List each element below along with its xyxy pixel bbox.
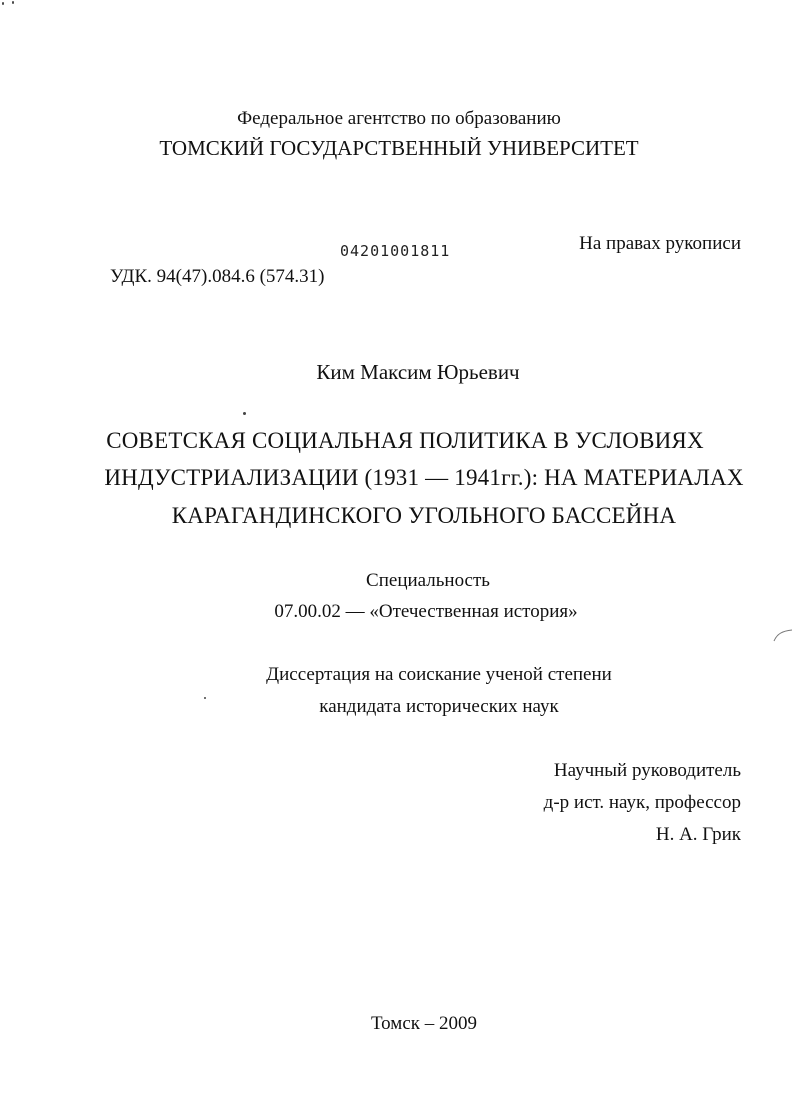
title-line-3: КАРАГАНДИНСКОГО УГОЛЬНОГО БАССЕЙНА [171, 503, 677, 528]
scan-mark [772, 624, 794, 644]
manuscript-note: На правах рукописи [579, 233, 741, 254]
university-line: ТОМСКИЙ ГОСУДАРСТВЕННЫЙ УНИВЕРСИТЕТ [159, 136, 639, 160]
scan-speck [2, 2, 4, 5]
scan-speck [204, 697, 206, 699]
agency-line: Федеральное агентство по образованию [237, 108, 561, 129]
title-line-1: СОВЕТСКАЯ СОЦИАЛЬНАЯ ПОЛИТИКА В УСЛОВИЯХ [106, 428, 704, 453]
place-year: Томск – 2009 [370, 1013, 477, 1034]
barcode-number: 04201001811 [340, 242, 451, 260]
supervisor-credentials: д-р ист. наук, профессор [543, 792, 741, 813]
udk-code: УДК. 94(47).084.6 (574.31) [110, 266, 325, 287]
title-line-2: ИНДУСТРИАЛИЗАЦИИ (1931 — 1941гг.): НА МАТЕРИАЛАХ [104, 465, 744, 490]
specialty-code: 07.00.02 — «Отечественная история» [274, 601, 578, 622]
scan-speck [243, 412, 246, 415]
supervisor-role: Научный руководитель [553, 760, 741, 781]
author-name: Ким Максим Юрьевич [316, 360, 520, 384]
degree-line-1: Диссертация на соискание ученой степени [266, 664, 612, 685]
degree-line-2: кандидата исторических наук [319, 696, 559, 717]
specialty-label: Специальность [366, 570, 490, 591]
scan-speck [12, 1, 14, 4]
supervisor-name: Н. А. Грик [655, 824, 741, 845]
